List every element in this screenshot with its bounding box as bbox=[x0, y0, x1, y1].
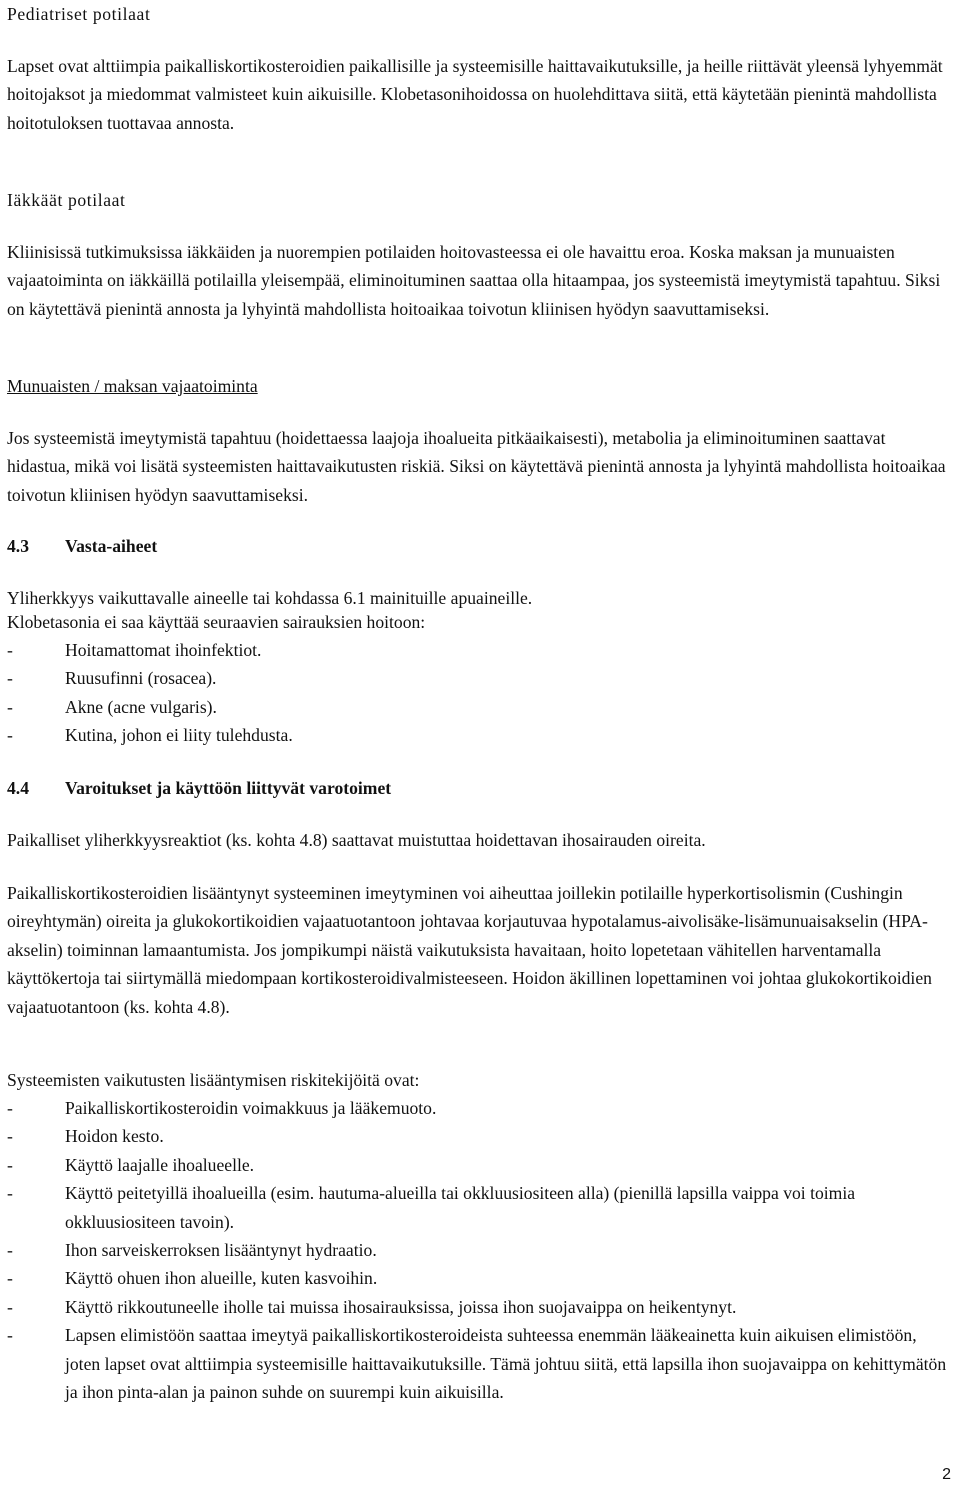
list-item: - Hoidon kesto. bbox=[7, 1122, 952, 1150]
list-item: - Käyttö rikkoutuneelle iholle tai muissa ihosairauksissa, joissa ihon suojavaippa on heikentynyt. bbox=[7, 1293, 952, 1321]
elderly-heading: Iäkkäät potilaat bbox=[7, 190, 126, 210]
list-item: - Käyttö laajalle ihoalueelle. bbox=[7, 1151, 952, 1179]
pediatric-paragraph: Lapset ovat alttiimpia paikalliskortikosteroidien paikallisille ja systeemisille haittavaikutuksille, ja heille riittävät yleensä lyhyemmät hoitojaksot ja miedommat valmisteet kuin aikuisille. Klobetasonihoidossa on huolehdittava siitä, että käytetään pienintä mahdollista hoitotuloksen tuottavaa annosta. bbox=[7, 56, 943, 133]
list-dash: - bbox=[7, 1240, 13, 1261]
list-item: - Akne (acne vulgaris). bbox=[7, 693, 952, 721]
list-dash: - bbox=[7, 725, 13, 746]
section-4-3-heading bbox=[7, 532, 157, 560]
elderly-paragraph: Kliinisissä tutkimuksissa iäkkäiden ja nuorempien potilaiden hoitovasteessa ei ole havaittu eroa. Koska maksan ja munuaisten vajaatoiminta on iäkkäillä potilailla yleisempää, eliminoituminen saattaa olla hitaampaa, jos systeemistä imeytymistä tapahtuu. Siksi on käytettävä pienintä annosta ja lyhyintä mahdollista hoitoaikaa toivotun kliinisen hyödyn saavuttamiseksi. bbox=[7, 242, 941, 319]
warnings-paragraph-1: Paikalliset yliherkkyysreaktiot (ks. kohta 4.8) saattavat muistuttaa hoidettavan ihosairauden oireita. bbox=[7, 830, 706, 850]
section-title: Varoitukset ja käyttöön liittyvät varotoimet bbox=[65, 778, 392, 798]
contra-line-1: Yliherkkyys vaikuttavalle aineelle tai kohdassa 6.1 mainituille apuaineille. bbox=[7, 588, 533, 608]
contra-line-2: Klobetasonia ei saa käyttää seuraavien sairauksien hoitoon: bbox=[7, 612, 426, 632]
list-item: - Käyttö peitetyillä ihoalueilla (esim. hautuma-alueilla tai okkluusiositeen alla) (pienillä lapsilla vaippa voi toimia okkluusiositeen tavoin). bbox=[7, 1179, 952, 1236]
list-item: - Kutina, johon ei liity tulehdusta. bbox=[7, 721, 952, 749]
renal-paragraph: Jos systeemistä imeytymistä tapahtuu (hoidettaessa laajoja ihoalueita pitkäaikaisesti), metabolia ja eliminoituminen saattavat hidastua, mikä voi lisätä systeemisten haittavaikutusten riskiä. Siksi on käytettävä pienintä annosta ja lyhyintä mahdollista hoitoaikaa toivotun kliinisen hyödyn saavuttamiseksi. bbox=[7, 428, 946, 505]
list-dash: - bbox=[7, 1126, 13, 1147]
risk-factors-list bbox=[7, 1094, 952, 1406]
contra-list bbox=[7, 636, 952, 750]
list-dash: - bbox=[7, 1325, 13, 1346]
list-dash: - bbox=[7, 668, 13, 689]
list-item: - Käyttö ohuen ihon alueille, kuten kasvoihin. bbox=[7, 1264, 952, 1292]
list-item: - Ruusufinni (rosacea). bbox=[7, 664, 952, 692]
section-number: 4.4 bbox=[7, 778, 29, 798]
list-dash: - bbox=[7, 1268, 13, 1289]
page-number: 2 bbox=[942, 1466, 951, 1483]
list-dash: - bbox=[7, 1154, 13, 1175]
section-number: 4.3 bbox=[7, 536, 29, 556]
section-title: Vasta-aiheet bbox=[65, 536, 158, 556]
list-item: - Lapsen elimistöön saattaa imeytyä paikalliskortikosteroideista suhteessa enemmän lääkeainetta kuin aikuisen elimistöön, joten lapset ovat alttiimpia systeemisille haittavaikutuksille. Tämä johtuu siitä, että lapsilla ihon suojavaippa on kehittymätön ja ihon pinta-alan ja painon suhde on suurempi kuin aikuisilla. bbox=[7, 1321, 952, 1406]
renal-heading: Munuaisten / maksan vajaatoiminta bbox=[7, 376, 258, 396]
list-dash: - bbox=[7, 1183, 13, 1204]
warnings-paragraph-2: Paikalliskortikosteroidien lisääntynyt systeeminen imeytyminen voi aiheuttaa joillekin potilaille hyperkortisolismin (Cushingin oireyhtymän) oireita ja glukokortikoidien vajaatuotantoon johtavaa korjautuvaa hypotalamus-aivolisäke-lisämunuaisakselin (HPA-akselin) toiminnan lamaantumista. Jos jompikumpi näistä vaikutuksista havaitaan, hoito lopetetaan vähitellen harventamalla käyttökertoja tai siirtymällä miedompaan kortikosteroidivalmisteeseen. Hoidon äkillinen lopettaminen voi johtaa glukokortikoidien vajaatuotantoon (ks. kohta 4.8). bbox=[7, 883, 932, 1017]
risk-factors-intro: Systeemisten vaikutusten lisääntymisen riskitekijöitä ovat: bbox=[7, 1070, 420, 1090]
list-dash: - bbox=[7, 696, 13, 717]
list-item: - Ihon sarveiskerroksen lisääntynyt hydraatio. bbox=[7, 1236, 952, 1264]
list-item: - Paikalliskortikosteroidin voimakkuus ja lääkemuoto. bbox=[7, 1094, 952, 1122]
list-item: - Hoitamattomat ihoinfektiot. bbox=[7, 636, 952, 664]
list-dash: - bbox=[7, 1098, 13, 1118]
list-dash: - bbox=[7, 1296, 13, 1317]
pediatric-heading: Pediatriset potilaat bbox=[7, 4, 151, 24]
list-dash: - bbox=[7, 640, 13, 660]
section-4-4-heading bbox=[7, 774, 391, 802]
